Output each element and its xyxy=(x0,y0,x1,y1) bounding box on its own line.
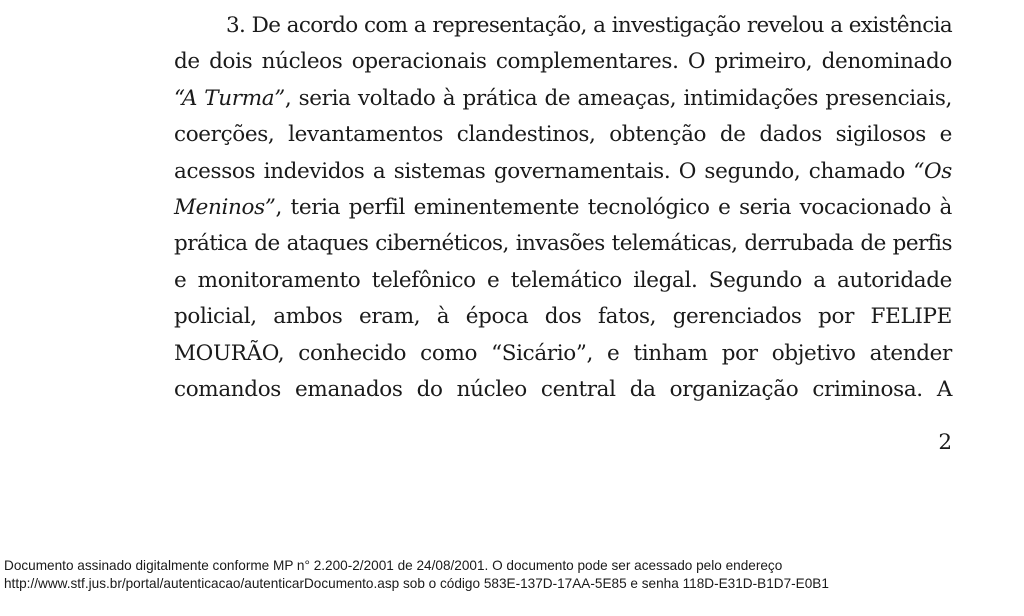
paragraph-line-5 xyxy=(174,154,952,190)
page-number: 2 xyxy=(938,430,952,455)
paragraph-line-3-text: , seria voltado à prática de ameaças, intimidações presenciais, xyxy=(284,85,952,111)
paragraph-line-1: 3. De acordo com a representação, a investigação revelou a existência xyxy=(226,13,952,38)
footer-line-2: http://www.stf.jus.br/portal/autenticacao/autenticarDocumento.asp sob o código 583E-137D-17AA-5E85 e senha 118D-E31D-B1D7-E0B1 xyxy=(4,576,829,591)
digital-signature-footer xyxy=(4,557,829,593)
paragraph-line-4: coerções, levantamentos clandestinos, obtenção de dados sigilosos e xyxy=(174,122,952,148)
paragraph-line-11: comandos emanados do núcleo central da organização criminosa. A xyxy=(174,376,952,402)
paragraph-line-6 xyxy=(174,190,952,226)
paragraph-line-7: prática de ataques cibernéticos, invasões telemáticas, derrubada de perfis xyxy=(174,231,952,257)
paragraph-line-3 xyxy=(174,81,952,117)
italic-term-a-turma: “A Turma” xyxy=(174,85,285,111)
paragraph-line-10: MOURÃO, conhecido como “Sicário”, e tinham por objetivo atender xyxy=(174,340,952,366)
paragraph-line-8: e monitoramento telefônico e telemático ilegal. Segundo a autoridade xyxy=(174,267,952,293)
paragraph-line-2: de dois núcleos operacionais complementares. O primeiro, denominado xyxy=(174,49,952,75)
italic-term-os: “Os xyxy=(913,158,952,184)
document-paragraph xyxy=(174,8,952,408)
italic-term-meninos: Meninos” xyxy=(174,194,276,220)
footer-line-1: Documento assinado digitalmente conforme MP n° 2.200-2/2001 de 24/08/2001. O documento pode ser acessado pelo endereço xyxy=(4,558,783,573)
paragraph-line-6-text: , teria perfil eminentemente tecnológico e seria vocacionado à xyxy=(275,194,952,220)
paragraph-line-5-text: acessos indevidos a sistemas governamentais. O segundo, chamado xyxy=(174,158,905,184)
paragraph-line-9: policial, ambos eram, à época dos fatos, gerenciados por FELIPE xyxy=(174,304,952,330)
